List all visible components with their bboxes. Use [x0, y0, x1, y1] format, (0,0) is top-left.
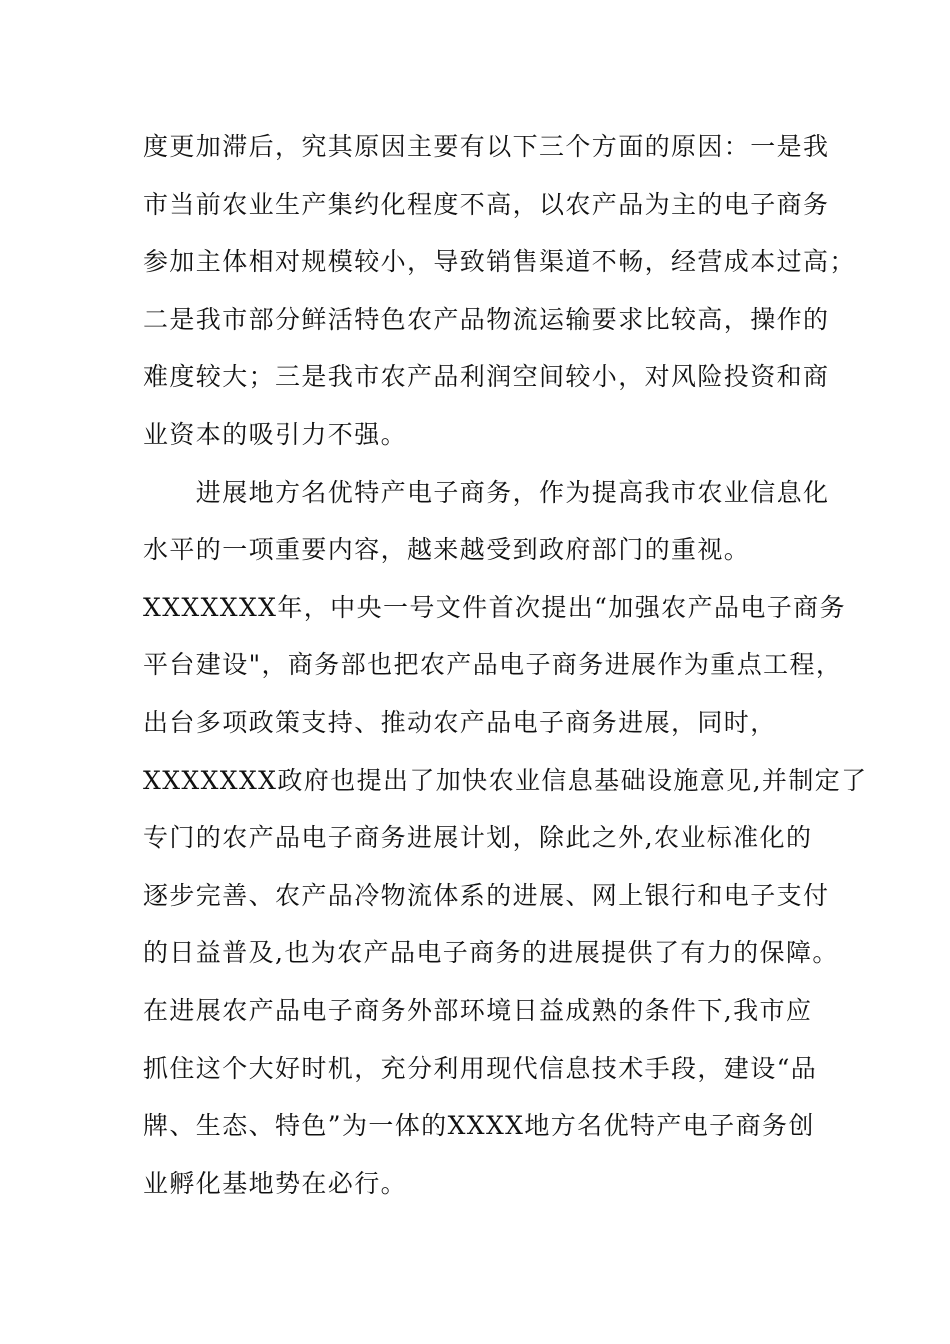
text-line-4: 二是我市部分鲜活特色农产品物流运输要求比较高，操作的 — [143, 304, 830, 334]
text-line-5: 难度较大；三是我市农产品利润空间较小，对风险投资和商 — [143, 362, 830, 392]
text-line-12: XXXXXXX政府也提出了加快农业信息基础设施意见,并制定了 — [143, 765, 868, 795]
text-line-15: 的日益普及,也为农产品电子商务的进展提供了有力的保障。 — [143, 938, 839, 968]
text-line-11: 出台多项政策支持、推动农产品电子商务进展，同时， — [143, 707, 777, 737]
text-line-8: 水平的一项重要内容，越来越受到政府部门的重视。 — [143, 535, 751, 565]
text-line-13: 专门的农产品电子商务进展计划，除此之外,农业标准化的 — [143, 823, 813, 853]
text-line-7: 进展地方名优特产电子商务，作为提高我市农业信息化 — [143, 477, 830, 507]
text-line-16: 在进展农产品电子商务外部环境日益成熟的条件下,我市应 — [143, 995, 813, 1025]
text-line-1: 度更加滞后，究其原因主要有以下三个方面的原因：一是我 — [143, 132, 830, 161]
text-line-17: 抓住这个大好时机，充分利用现代信息技术手段，建设“品 — [143, 1053, 818, 1083]
text-line-3: 参加主体相对规模较小，导致销售渠道不畅，经营成本过高； — [143, 247, 856, 277]
text-line-14: 逐步完善、农产品冷物流体系的进展、网上银行和电子支付 — [143, 880, 830, 910]
text-line-19: 业孵化基地势在必行。 — [143, 1168, 408, 1198]
text-line-9: XXXXXXX年，中央一号文件首次提出“加强农产品电子商务 — [143, 592, 846, 622]
text-line-2: 市当前农业生产集约化程度不高，以农产品为主的电子商务 — [143, 189, 830, 219]
document-body — [143, 118, 868, 1212]
text-line-10: 平台建设"，商务部也把农产品电子商务进展作为重点工程， — [143, 650, 843, 680]
text-line-18: 牌、生态、特色”为一体的XXXX地方名优特产电子商务创 — [143, 1111, 815, 1141]
text-line-6: 业资本的吸引力不强。 — [143, 419, 408, 449]
